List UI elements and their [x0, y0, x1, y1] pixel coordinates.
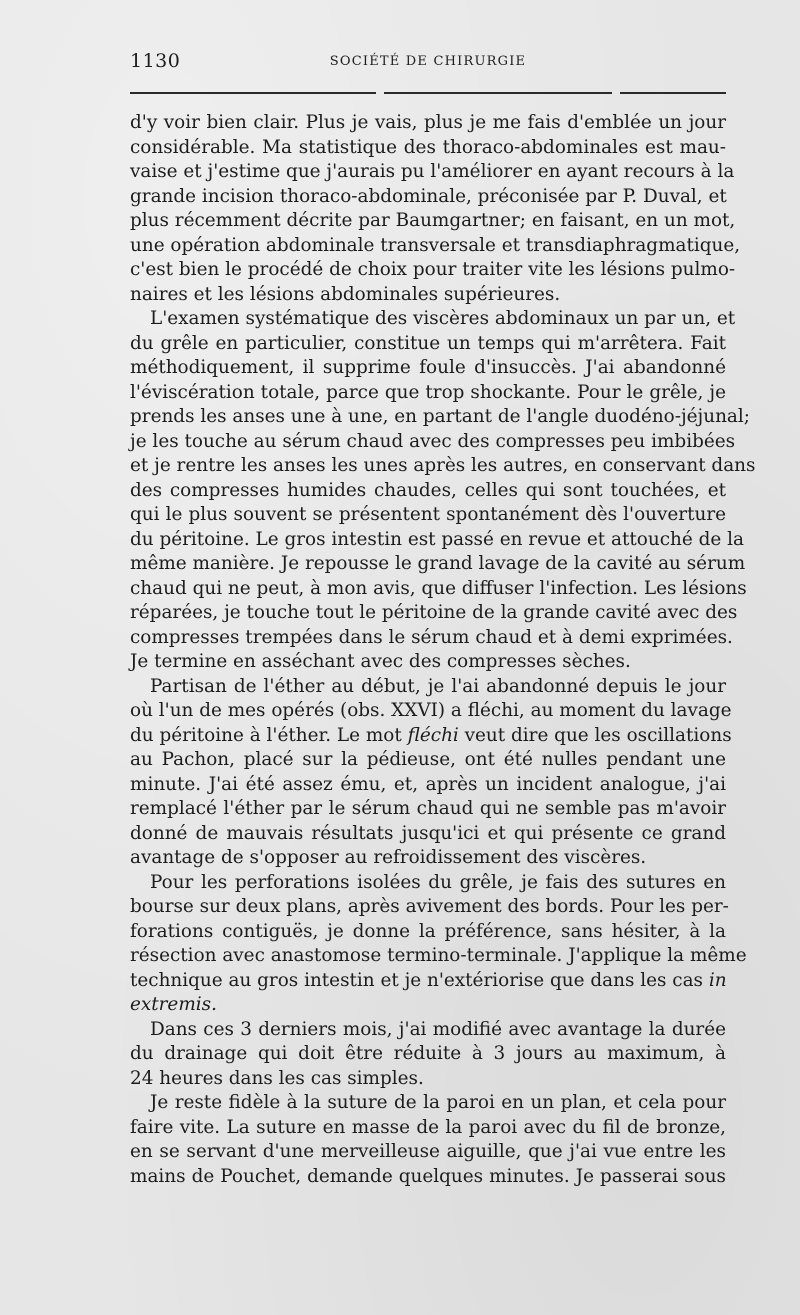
header-rule [130, 92, 376, 94]
text-line: L'examen systématique des viscères abdominaux un par un, et [150, 308, 736, 329]
text-line: remplacé l'éther par le sérum chaud qui ne semble pas m'avoir [130, 798, 726, 819]
running-head: SOCIÉTÉ DE CHIRURGIE [329, 54, 527, 69]
italic-term: fléchi [407, 724, 459, 746]
text-segment: du péritoine à l'éther. Le mot [130, 724, 408, 746]
text-line: du péritoine. Le gros intestin est passé en revue et attouché de la [130, 528, 744, 550]
text-line: et je rentre les anses les unes après les autres, en conservant dans [130, 455, 756, 476]
text-line: forations contiguës, je donne la préférence, sans hésiter, à la [130, 920, 726, 942]
text-line: c'est bien le procédé de choix pour traiter vite les lésions pulmo- [130, 259, 736, 280]
text-line: prends les anses une à une, en partant de l'angle duodéno-jéjunal; [130, 406, 750, 427]
text-line: vaise et j'estime que j'aurais pu l'améliorer en ayant recours à la [130, 161, 735, 182]
header-rule [384, 92, 612, 94]
text-line: une opération abdominale transversale et transdiaphragmatique, [130, 234, 741, 256]
text-line: je les touche au sérum chaud avec des compresses peu imbibées [130, 430, 736, 452]
text-line: Pour les perforations isolées du grêle, je fais des sutures en [150, 871, 726, 893]
text-line: Je termine en asséchant avec des compresses sèches. [130, 651, 631, 672]
text-line: Partisan de l'éther au début, je l'ai abandonné depuis le jour [150, 675, 726, 697]
text-line: bourse sur deux plans, après avivement des bords. Pour les per- [130, 896, 729, 917]
text-segment: veut dire que les oscillations [458, 724, 732, 746]
text-line: extremis. [130, 994, 217, 1015]
text-line: compresses trempées dans le sérum chaud et à demi exprimées. [130, 626, 733, 648]
text-line: l'éviscération totale, parce que trop shockante. Pour le grêle, je [130, 381, 726, 403]
text-line: méthodiquement, il supprime foule d'insuccès. J'ai abandonné [130, 357, 726, 378]
text-line: du grêle en particulier, constitue un temps qui m'arrêtera. Fait [130, 332, 726, 354]
italic-term: in [708, 969, 727, 991]
text-line: naires et les lésions abdominales supérieures. [130, 283, 561, 305]
text-line: où l'un de mes opérés (obs. XXVI) a fléchi, au moment du lavage [130, 700, 732, 721]
text-line: qui le plus souvent se présentent spontanément dès l'ouverture [130, 504, 726, 525]
text-line: réparées, je touche tout le péritoine de la grande cavité avec des [130, 602, 738, 623]
text-line [130, 724, 732, 749]
page-number: 1130 [130, 50, 181, 72]
text-line: mains de Pouchet, demande quelques minutes. Je passerai sous [130, 1165, 726, 1187]
text-line: au Pachon, placé sur la pédieuse, ont été nulles pendant une [130, 749, 726, 770]
text-line: chaud qui ne peut, à mon avis, que diffuser l'infection. Les lésions [130, 577, 747, 599]
text-line: grande incision thoraco-abdominale, préconisée par P. Duval, et [130, 185, 727, 207]
text-line [130, 969, 726, 994]
text-line: considérable. Ma statistique des thoraco-abdominales est mau- [130, 136, 726, 158]
text-line: 24 heures dans les cas simples. [130, 1067, 424, 1089]
text-line: même manière. Je repousse le grand lavage de la cavité au sérum [130, 553, 746, 574]
text-line: d'y voir bien clair. Plus je vais, plus je me fais d'emblée un jour [130, 112, 726, 133]
text-line: Dans ces 3 derniers mois, j'ai modifié avec avantage la durée [150, 1018, 726, 1040]
text-line: minute. J'ai été assez ému, et, après un incident analogue, j'ai [130, 773, 726, 795]
text-line: plus récemment décrite par Baumgartner; en faisant, en un mot, [130, 210, 736, 231]
text-line: du drainage qui doit être réduite à 3 jours au maximum, à [130, 1043, 726, 1064]
header-rule [620, 92, 726, 94]
body-text [130, 111, 756, 1189]
text-segment: technique au gros intestin et je n'extériorise que dans les cas [130, 969, 709, 991]
text-line: résection avec anastomose termino-terminale. J'applique la même [130, 945, 747, 966]
text-line: des compresses humides chaudes, celles qui sont touchées, et [130, 479, 726, 501]
text-line: Je reste fidèle à la suture de la paroi en un plan, et cela pour [150, 1092, 726, 1113]
page-header [130, 50, 726, 78]
text-line: faire vite. La suture en masse de la paroi avec du fil de bronze, [130, 1116, 726, 1138]
text-line: en se servant d'une merveilleuse aiguille, que j'ai vue entre les [130, 1141, 726, 1162]
text-line: donné de mauvais résultats jusqu'ici et qui présente ce grand [130, 822, 726, 844]
text-line: avantage de s'opposer au refroidissement des viscères. [130, 847, 647, 868]
